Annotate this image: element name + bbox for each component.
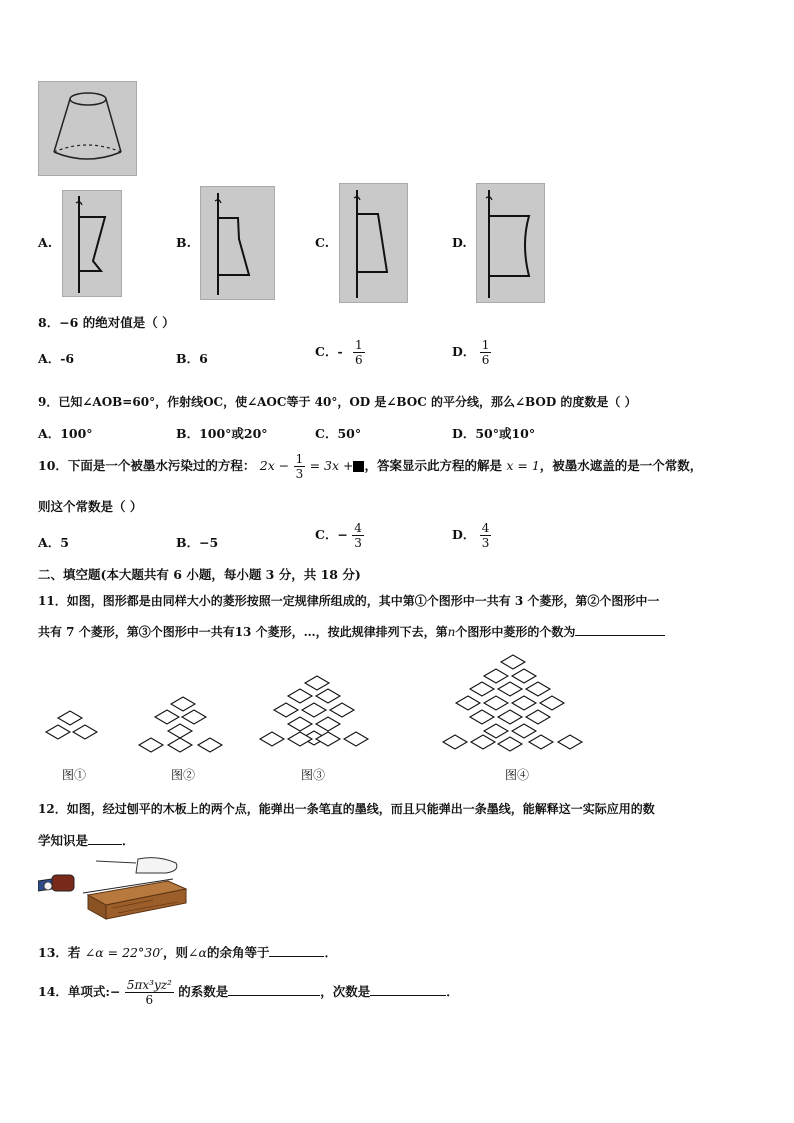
q10-c-numerator: 4 [354,521,362,535]
q10-eq-fraction [294,452,306,481]
q10-option-d [452,521,491,550]
q8-d-numerator: 1 [481,338,490,352]
q10-c-denominator: 3 [354,536,362,550]
option-c-figure [339,183,408,303]
figure-4-caption: 图④ [505,768,530,782]
q8-c-denominator: 6 [355,353,363,367]
q14-denominator: 6 [145,993,154,1007]
question-12-line2: 学知识是 ． [38,833,135,848]
q13-mid: ，则 [163,945,189,960]
q13-answer-blank[interactable] [269,956,324,957]
q14-mid2: ，次数是 [320,984,371,999]
q10-eq-right: = 3x + [309,458,354,473]
q10-option-b: B．−5 [176,535,219,550]
question-10-stem [38,452,702,481]
question-14: 14．单项式:− $\frac{\text{5πx³yz²}}{6}$ 的系数是 ，次数是 ． [38,978,459,1007]
q13-expr: ∠α = 22°30′ [84,945,164,960]
q10-option-c-fraction [352,521,364,550]
question-11-line1: 11．如图，图形都是由同样大小的菱形按照一定规律所组成的，其中第①个图形中一共有 3 个菱形，第②个图形中一 [38,594,660,608]
q10-d-denominator: 3 [481,536,490,550]
section-2-heading: 二、填空题(本大题共有 6 小题，每小题 3 分，共 18 分) [38,567,361,582]
q11-line2-post: 个图形中菱形的个数为 [455,625,576,639]
option-d-label: D. [452,235,467,250]
q10-option-d-fraction [480,521,492,550]
option-a-label: A. [38,235,53,250]
option-d-figure [476,183,545,303]
q8-option-d [452,338,491,367]
q14-pre: 14．单项式:− [38,984,121,999]
q10-stem-pre: 10．下面是一个被墨水污染过的方程： [38,458,256,473]
q8-c-numerator: 1 [355,338,363,352]
ink-blot [353,461,364,472]
q10-eq-left: 2x − [259,458,290,473]
q10-stem-end: ，被墨水遮盖的是一个常数， [539,458,703,473]
option-b-label: B. [176,235,191,250]
q14-coefficient-blank[interactable] [228,995,320,996]
question-13: 13．若 ∠α = 22°30′，则∠α的余角等于 ． [38,945,337,960]
option-a-figure [62,190,122,297]
question-10-line2: 则这个常数是（ ） [38,499,143,514]
q8-option-c [315,338,365,367]
q10-stem-post: ，答案显示此方程的解是 [364,458,502,473]
q13-post: 的余角等于 [206,945,270,960]
q10-option-c-prefix: C．− [315,527,348,542]
q14-fraction [125,978,174,1007]
rhombus-pattern-figures [30,648,600,766]
option-b-figure [200,186,275,300]
figure-2-caption: 图② [171,768,196,782]
q11-n-variable: n [447,625,456,639]
q12-line2-text: 学知识是 [38,833,89,848]
q8-option-d-prefix: D． [452,344,476,359]
q8-option-c-fraction [353,338,365,367]
q9-option-a: A．100° [38,426,93,441]
q10-option-d-prefix: D． [452,527,476,542]
question-8-stem: 8．−6 的绝对值是（ ） [38,315,175,330]
q14-numerator: 5πx³yz² [126,978,172,992]
q8-d-denominator: 6 [481,353,490,367]
question-9-stem: 9．已知∠AOB=60°，作射线OC，使∠AOC等于 40°，OD 是∠BOC 的平分线，那么∠BOD 的度数是（ ） [38,395,637,409]
q9-option-d: D．50°或10° [452,426,536,441]
q8-option-b: B．6 [176,351,208,366]
option-c-label: C. [315,235,330,250]
q10-eq-numerator: 1 [295,452,304,466]
q9-option-b: B．100°或20° [176,426,268,441]
question-12-line1: 12．如图，经过刨平的木板上的两个点，能弹出一条笔直的墨线，而且只能弹出一条墨线，能解释这一实际应用的数 [38,802,655,816]
q11-line2-pre: 共有 7 个菱形，第③个图形中一共有13 个菱形，…，按此规律排列下去，第 [38,625,448,639]
q10-d-numerator: 4 [481,521,490,535]
q13-pre: 13．若 [38,945,81,960]
q10-solution: x = 1 [506,458,540,473]
q8-option-c-prefix: C．- [315,344,343,359]
q8-option-a: A．-6 [38,351,75,366]
q11-answer-blank[interactable] [575,635,665,636]
q12-answer-blank[interactable] [88,844,122,845]
wood-board-figure [38,853,198,925]
q14-degree-blank[interactable] [370,995,446,996]
figure-3-caption: 图③ [301,768,326,782]
q14-mid: 的系数是 [178,984,229,999]
q9-option-c: C．50° [315,426,362,441]
figure-1-caption: 图① [62,768,87,782]
q10-option-c [315,521,364,550]
frustum-figure [38,81,137,176]
q8-option-d-fraction [480,338,492,367]
q10-option-a: A．5 [38,535,69,550]
q13-angle: ∠α [188,945,207,960]
q10-eq-denominator: 3 [295,467,304,481]
question-11-line2 [38,623,665,640]
